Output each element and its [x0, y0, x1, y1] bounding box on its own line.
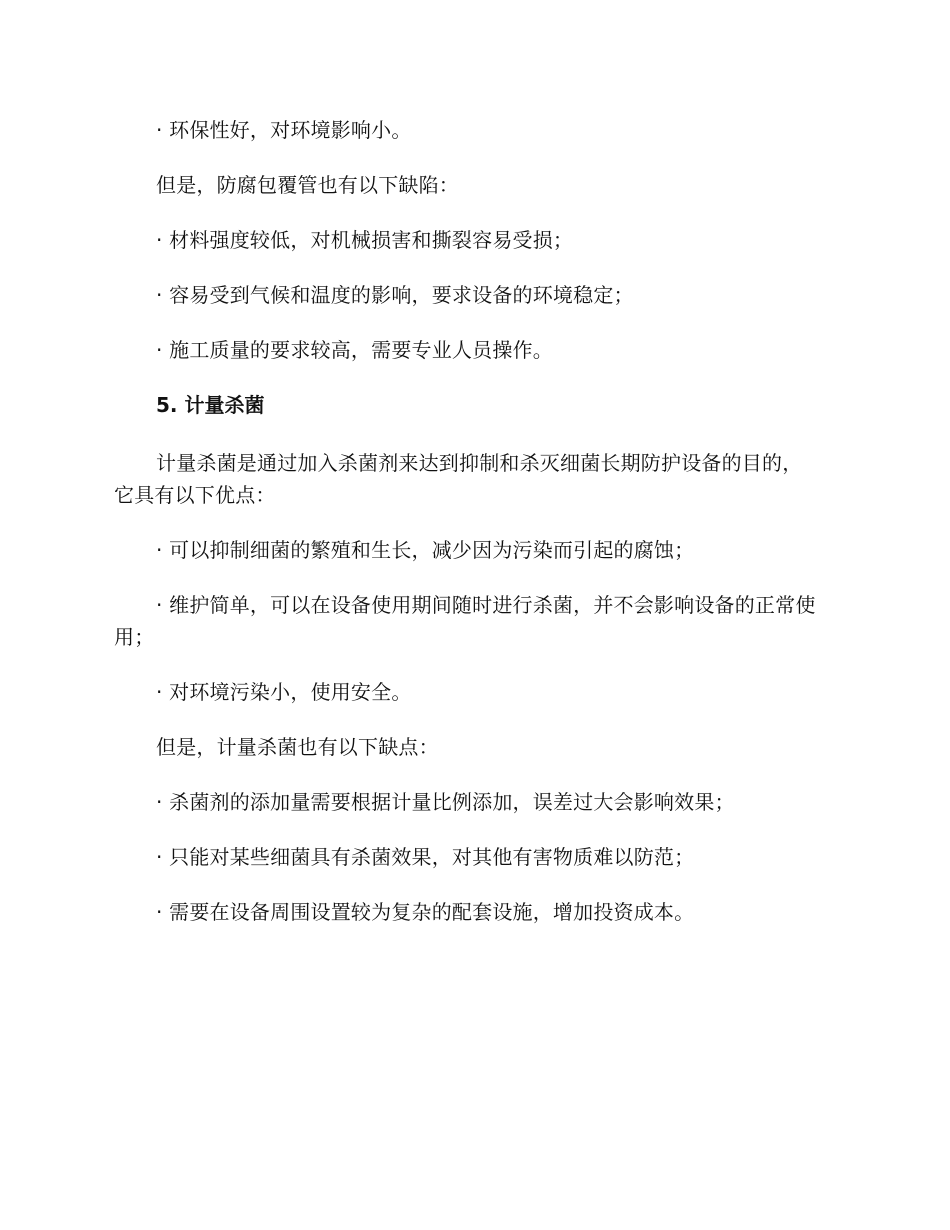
- paragraph-low-pollution: · 对环境污染小，使用安全。: [156, 680, 412, 704]
- paragraph-defects-intro: 但是，防腐包覆管也有以下缺陷：: [156, 173, 459, 197]
- paragraph-inhibit-bacteria: · 可以抑制细菌的繁殖和生长，减少因为污染而引起的腐蚀；: [156, 538, 695, 562]
- section-heading: 5. 计量杀菌: [156, 393, 265, 417]
- paragraph-construction-quality: · 施工质量的要求较高，需要专业人员操作。: [156, 338, 553, 362]
- paragraph-sterilization-intro: 计量杀菌是通过加入杀菌剂来达到抑制和杀灭细菌长期防护设备的目的，它具有以下优点：: [114, 451, 803, 507]
- paragraph-easy-maintenance: · 维护简单，可以在设备使用期间随时进行杀菌，并不会影响设备的正常使用；: [114, 593, 816, 649]
- paragraph-climate-sensitive: · 容易受到气候和温度的影响，要求设备的环境稳定；: [156, 283, 634, 307]
- paragraph-limited-effect: · 只能对某些细菌具有杀菌效果，对其他有害物质难以防范；: [156, 845, 695, 869]
- paragraph-disadvantages-intro: 但是，计量杀菌也有以下缺点：: [156, 735, 439, 759]
- paragraph-facility-cost: · 需要在设备周围设置较为复杂的配套设施，增加投资成本。: [156, 900, 695, 924]
- paragraph-low-strength: · 材料强度较低，对机械损害和撕裂容易受损；: [156, 228, 574, 252]
- paragraph-eco-friendly: · 环保性好，对环境影响小。: [156, 118, 412, 142]
- paragraph-dosage-error: · 杀菌剂的添加量需要根据计量比例添加，误差过大会影响效果；: [156, 790, 735, 814]
